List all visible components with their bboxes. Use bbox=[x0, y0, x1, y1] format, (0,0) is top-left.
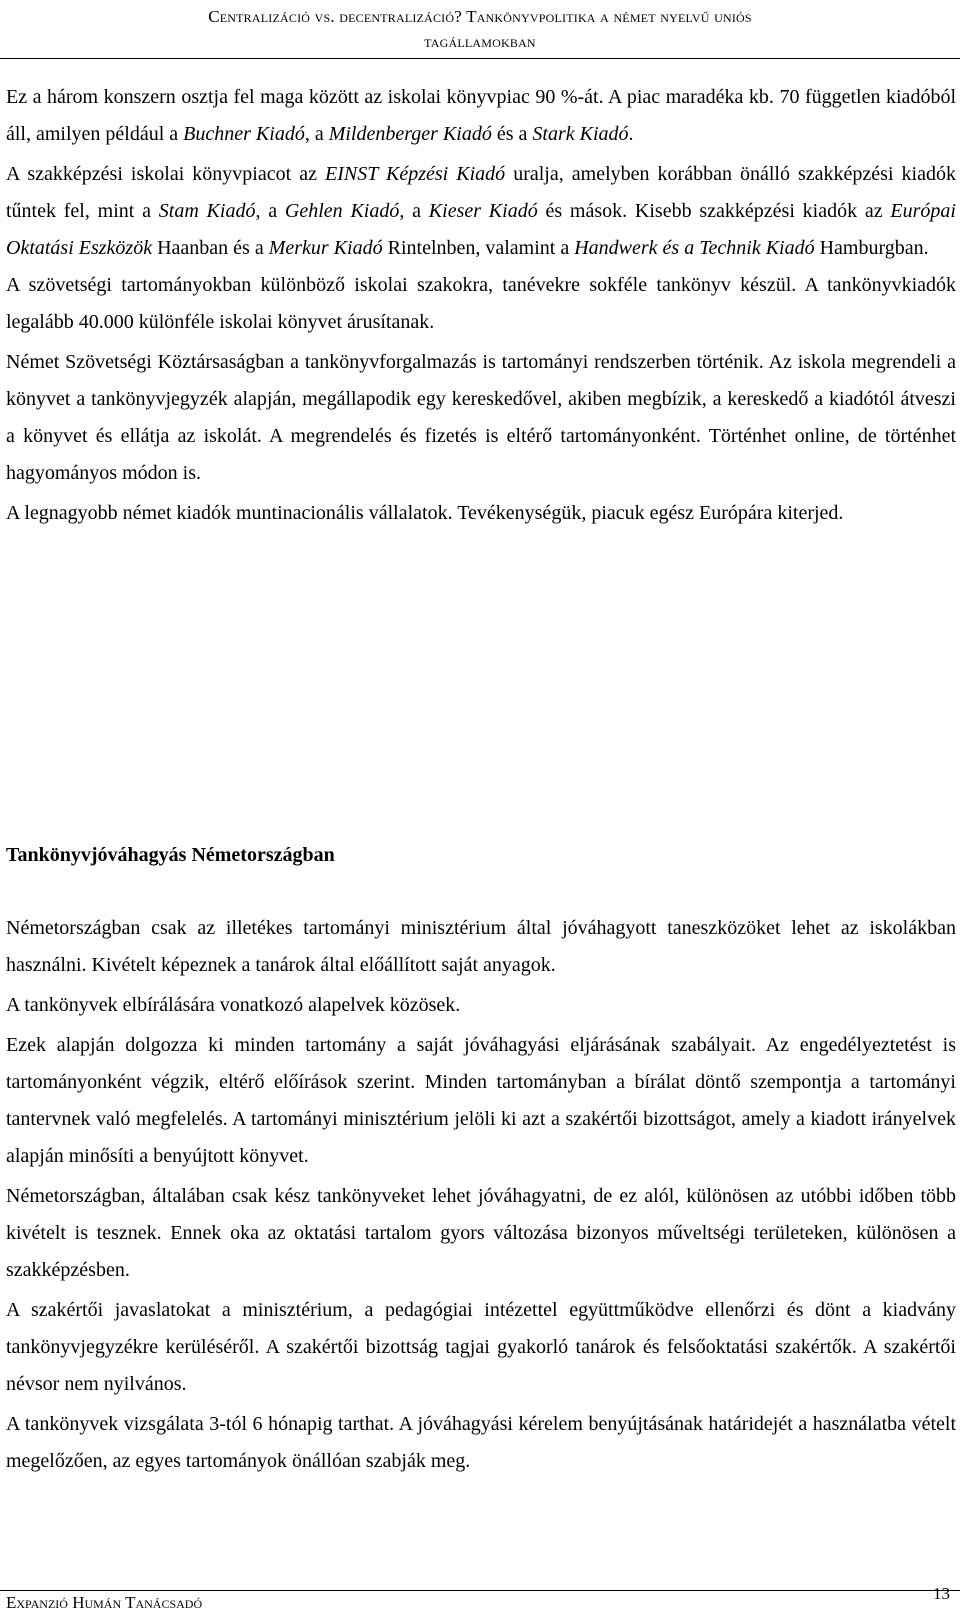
page-number: 13 bbox=[933, 1584, 950, 1603]
text-run: A szövetségi tartományokban különböző iskolai szakokra, tanévekre sokféle tankönyv készül. A tankönyvkiadók legalább 40.000 különféle iskolai könyvet árusítanak. bbox=[6, 274, 956, 333]
paragraph bbox=[6, 79, 956, 153]
italic-run: Merkur Kiadó bbox=[268, 237, 383, 259]
italic-run: Stark Kiadó bbox=[532, 123, 629, 145]
text-run: A legnagyobb német kiadók muntinacionális vállalatok. Tevékenységük, piacuk egész Európára kiterjed. bbox=[6, 502, 844, 524]
text-run: A szakképzési iskolai könyvpiacot az bbox=[6, 163, 325, 185]
text-run: és a bbox=[491, 123, 533, 145]
section-title: Tankönyvjóváhagyás Németországban bbox=[6, 844, 335, 866]
text-run: , a bbox=[399, 200, 429, 222]
italic-run: Stam Kiadó bbox=[158, 200, 256, 222]
italic-run: Mildenberger Kiadó bbox=[328, 123, 492, 145]
paragraph: A szakértői javaslatokat a minisztérium, a pedagógiai intézettel együttműködve ellenőrzi és dönt a kiadvány tankönyvjegyzékre kerüléséről. A szakértői bizottság tagjai gyakorló tanárok és felsőoktatási szakértők. A szakértői névsor nem nyilvános. bbox=[6, 1299, 956, 1395]
text-run: Német Szövetségi Köztársaságban a tankönyvforgalmazás is tartományi rendszerben történik. Az iskola megrendeli a könyvet a tankönyvjegyzék alapján, megállapodik egy kereskedővel, akiben megbízik, a kereskedő a kiadótól átveszi a könyvet és ellátja az iskolát. A megrendelés és fizetés is eltérő tartományonként. Történhet online, de történhet hagyományos módon is. bbox=[6, 351, 956, 484]
paragraph bbox=[6, 495, 956, 532]
body-text-top bbox=[6, 79, 956, 535]
text-run: Hamburgban. bbox=[814, 237, 929, 259]
text-run: uralja, amelyben korábban önálló szakképzési kiadók tűntek fel, mint a bbox=[6, 163, 956, 222]
text-run: Rintelnben, valamint a bbox=[382, 237, 575, 259]
italic-run: Európai Oktatási Eszközök bbox=[6, 200, 956, 259]
body-text-section bbox=[6, 910, 956, 1483]
paragraph bbox=[6, 267, 956, 341]
text-run: , a bbox=[304, 123, 329, 145]
running-header-line2: tagállamokban bbox=[424, 32, 536, 51]
paragraph: Németországban csak az illetékes tartományi minisztérium által jóváhagyott taneszközöket lehet az iskolákban használni. Kivételt képeznek a tanárok által előállított saját anyagok. bbox=[6, 917, 956, 976]
paragraph bbox=[6, 344, 956, 492]
footer-publisher: Expanzió Humán Tanácsadó bbox=[6, 1593, 203, 1612]
italic-run: Kieser Kiadó bbox=[428, 200, 538, 222]
text-run: Haanban és a bbox=[152, 237, 269, 259]
paragraph: Németországban, általában csak kész tankönyveket lehet jóváhagyatni, de ez alól, különösen az utóbbi időben több kivételt is tesznek. Ennek oka az oktatási tartalom gyors változása bizonyos műveltségi területeken, különösen a szakképzésben. bbox=[6, 1185, 956, 1281]
italic-run: Buchner Kiadó bbox=[183, 123, 305, 145]
paragraph: A tankönyvek vizsgálata 3-tól 6 hónapig tarthat. A jóváhagyási kérelem benyújtásának határidejét a használatba vételt megelőzően, az egyes tartományok önállóan szabják meg. bbox=[6, 1413, 956, 1472]
footer-divider bbox=[0, 1590, 960, 1591]
paragraph: Ezek alapján dolgozza ki minden tartomány a saját jóváhagyási eljárásának szabályait. Az engedélyeztetést is tartományonként végzik, eltérő előírások szerint. Minden tartományban a bírálat döntő szempontja a tartományi tantervnek való megfelelés. A tartományi minisztérium jelöli ki azt a szakértői bizottságot, amely a kiadott irányelvek alapján minősíti a benyújtott könyvet. bbox=[6, 1034, 956, 1167]
running-header bbox=[0, 4, 960, 54]
paragraph bbox=[6, 156, 956, 267]
text-run: Ez a három konszern osztja fel maga között az iskolai könyvpiac 90 %-át. A piac maradéka kb. 70 független kiadóból áll, amilyen például a bbox=[6, 86, 956, 145]
text-run: és mások. Kisebb szakképzési kiadók az bbox=[537, 200, 891, 222]
italic-run: Handwerk és a Technik Kiadó bbox=[574, 237, 815, 259]
text-run: . bbox=[628, 123, 634, 145]
italic-run: EINST Képzési Kiadó bbox=[324, 163, 506, 185]
running-header-line1: Centralizáció vs. decentralizáció? Tankönyvpolitika a német nyelvű uniós bbox=[208, 7, 752, 26]
text-run: , a bbox=[255, 200, 285, 222]
header-divider bbox=[0, 58, 960, 59]
paragraph: A tankönyvek elbírálására vonatkozó alapelvek közösek. bbox=[6, 994, 461, 1016]
italic-run: Gehlen Kiadó bbox=[284, 200, 400, 222]
